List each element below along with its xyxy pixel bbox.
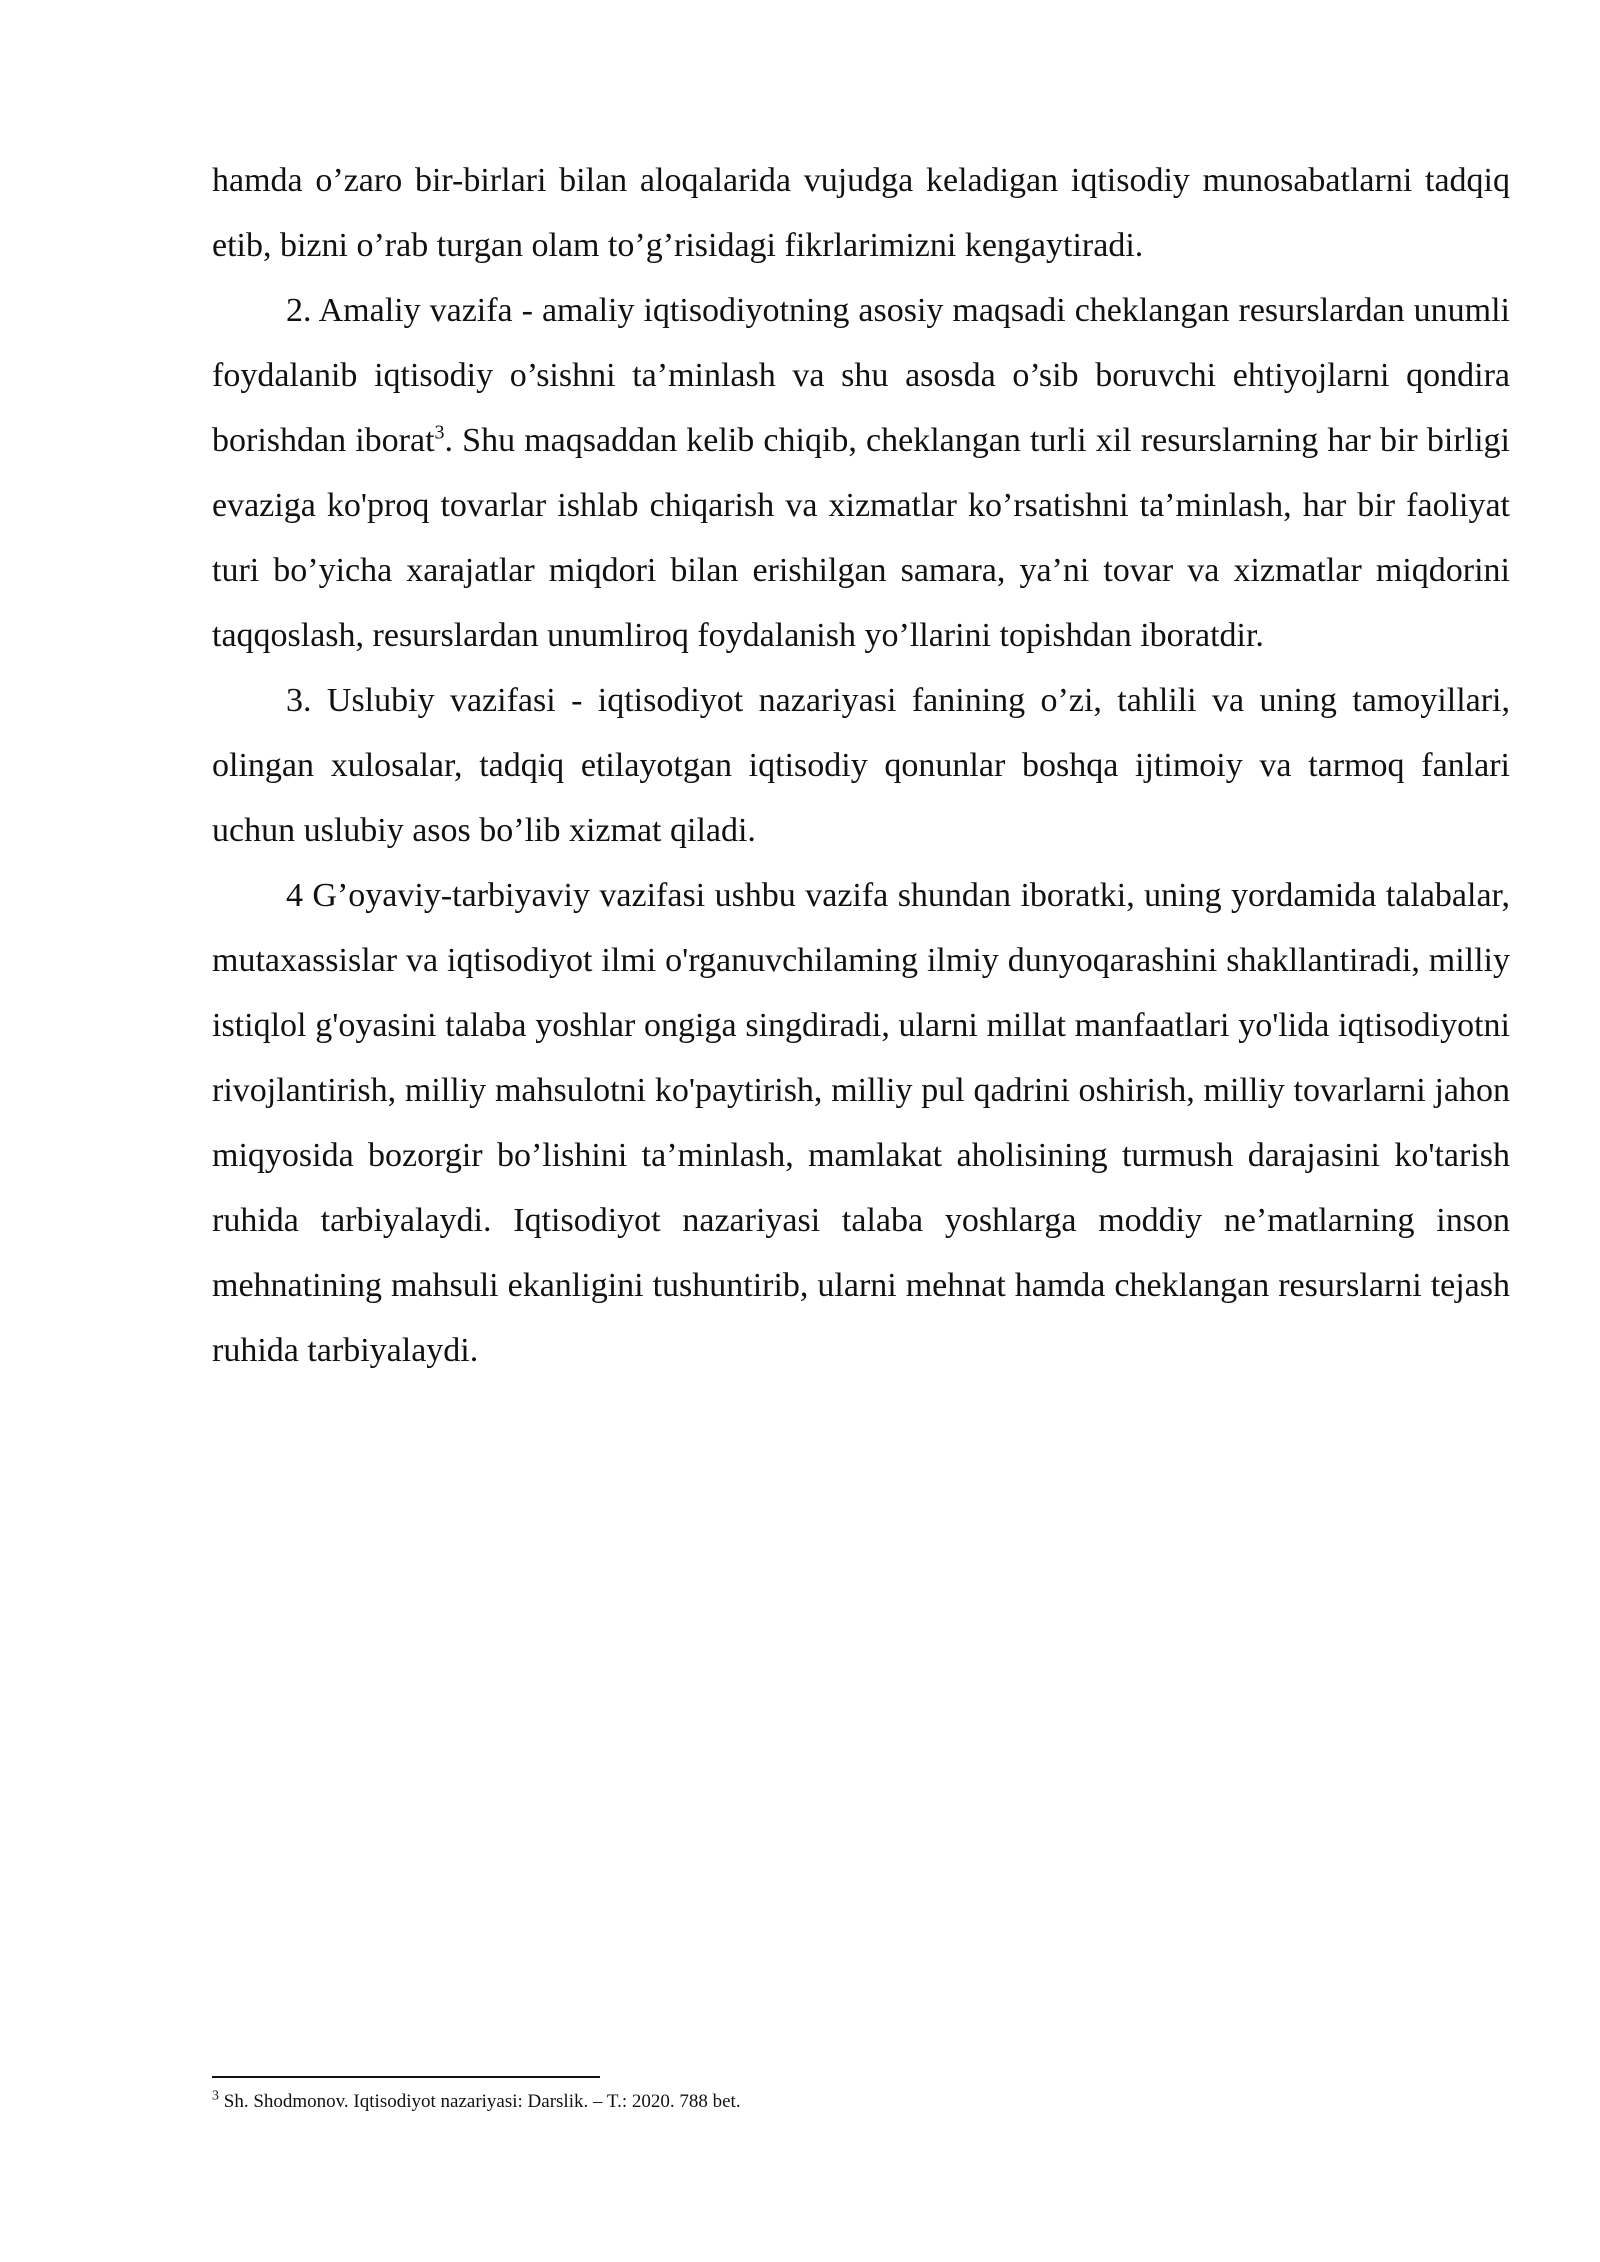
footnote-reference[interactable]: 3 <box>434 421 445 444</box>
paragraph-practical-task-text-cont: . Shu maqsaddan kelib chiqib, cheklangan turli xil resurslarning har bir birligi evaziga ko'proq tovarlar ishlab chiqarish va xizmatlar ko’rsatishni ta’minlash, har bir faoliyat turi bo’yicha xarajatlar miqdori bilan erishilgan samara, ya’ni tovar va xizmatlar miqdorini taqqoslash, resurslardan unumliroq foydalanish yo’llarini topishdan iboratdir. <box>212 422 1510 654</box>
footnote <box>212 2088 1510 2116</box>
footnote-text: Sh. Shodmonov. Iqtisodiyot nazariyasi: Darslik. – T.: 2020. 788 bet. <box>219 2091 741 2112</box>
footnote-separator <box>212 2076 600 2078</box>
paragraph-methodological-task: 3. Uslubiy vazifasi - iqtisodiyot nazariyasi fanining o’zi, tahlili va uning tamoyillari, olingan xulosalar, tadqiq etilayotgan iqtisodiy qonunlar boshqa ijtimoiy va tarmoq fanlari uchun uslubiy asos bo’lib xizmat qiladi. <box>212 682 1510 849</box>
paragraph-practical-task <box>212 278 1510 668</box>
footnote-number: 3 <box>212 2088 219 2104</box>
paragraph-practical-task-text: 2. Amaliy vazifa - amaliy iqtisodiyotning asosiy maqsadi cheklangan resurslardan unumli foydalanib iqtisodiy o’sishni ta’minlash va shu asosda o’sib boruvchi ehtiyojlarni qondira borishdan iborat <box>212 292 1510 459</box>
paragraph-continuation: hamda o’zaro bir-birlari bilan aloqalarida vujudga keladigan iqtisodiy munosabatlarni tadqiq etib, bizni o’rab turgan olam to’g’risidagi fikrlarimizni kengaytiradi. <box>212 162 1510 264</box>
body-text <box>212 148 1510 1383</box>
paragraph-ideological-task: 4 G’oyaviy-tarbiyaviy vazifasi ushbu vazifa shundan iboratki, uning yordamida talabalar, mutaxassislar va iqtisodiyot ilmi o'rganuvchilaming ilmiy dunyoqarashini shakllantiradi, milliy istiqlol g'oyasini talaba yoshlar ongiga singdiradi, ularni millat manfaatlari yo'lida iqtisodiyotni rivojlantirish, milliy mahsulotni ko'paytirish, milliy pul qadrini oshirish, milliy tovarlarni jahon miqyosida bozorgir bo’lishini ta’minlash, mamlakat aholisining turmush darajasini ko'tarish ruhida tarbiyalaydi. Iqtisodiyot nazariyasi talaba yoshlarga moddiy ne’matlarning inson mehnatining mahsuli ekanligini tushuntirib, ularni mehnat hamda cheklangan resurslarni tejash ruhida tarbiyalaydi. <box>212 877 1510 1369</box>
